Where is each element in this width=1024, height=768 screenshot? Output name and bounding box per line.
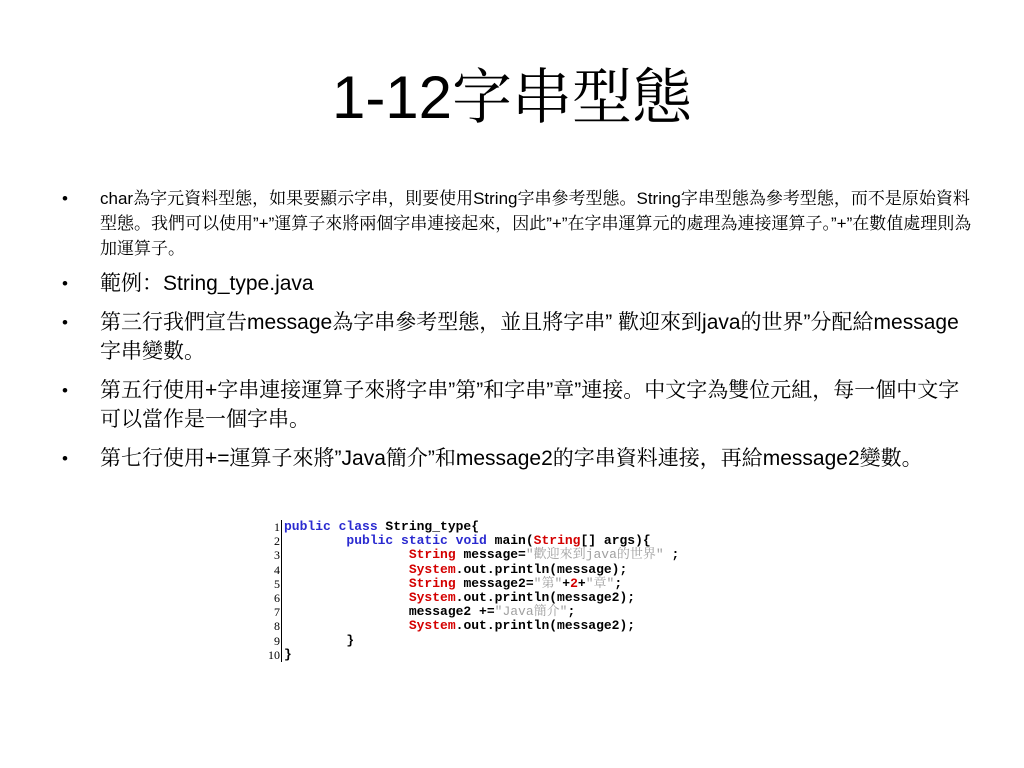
code-token (284, 619, 409, 633)
code-token: message2 += (408, 604, 495, 620)
code-line (262, 548, 722, 562)
bullet-text: 第三行我們宣告message為字串參考型態，並且將字串” 歡迎來到java的世界”分配給message字串變數。 (100, 311, 959, 363)
code-line (262, 648, 722, 662)
slide-title: 1-12字串型態 (331, 64, 693, 131)
bullet-list (62, 186, 972, 483)
line-number: 3 (262, 548, 282, 562)
code-token: "章" (585, 575, 615, 591)
code-line (262, 520, 722, 534)
line-number: 1 (262, 520, 282, 534)
code-token (284, 563, 409, 577)
code-token: message= (455, 547, 526, 563)
code-token: 2 (570, 575, 578, 591)
line-number: 5 (262, 577, 282, 591)
code-token: } (284, 646, 292, 662)
bullet-text: 第五行使用+字串連接運算子來將字串”第”和字串”章”連接。中文字為雙位元組，每一個中文字可以當作是一個字串。 (100, 379, 960, 431)
bullet-item (62, 444, 972, 473)
code-token: .out.println(message2); (455, 589, 636, 605)
bullet-item (62, 376, 972, 434)
code-token: main( (494, 533, 534, 549)
code-token: String_type{ (385, 519, 480, 534)
code-line (262, 619, 722, 633)
code-token (284, 605, 409, 619)
code-token: ; (567, 604, 576, 620)
code-line (262, 577, 722, 591)
bullet-marker: • (62, 449, 68, 468)
code-block (262, 520, 722, 662)
code-line (262, 605, 722, 619)
code-token: ; (614, 575, 623, 591)
code-token: String (533, 533, 581, 549)
code-token: System (408, 618, 456, 634)
line-number: 10 (262, 648, 282, 662)
line-number: 7 (262, 605, 282, 619)
line-number: 6 (262, 591, 282, 605)
code-token: "第" (533, 575, 563, 591)
line-number: 9 (262, 634, 282, 648)
bullet-marker: • (62, 274, 68, 293)
code-token: public class (284, 519, 386, 534)
code-token (284, 534, 346, 548)
code-token: .out.println(message2); (455, 618, 636, 634)
bullet-text: 第七行使用+=運算子來將”Java簡介”和message2的字串資料連接，再給message2變數。 (100, 447, 923, 470)
bullet-item (62, 186, 972, 261)
code-line (262, 591, 722, 605)
code-line (262, 563, 722, 577)
bullet-marker: • (62, 313, 68, 332)
bullet-marker: • (62, 189, 68, 208)
code-token: System (408, 561, 456, 577)
code-token: System (408, 589, 456, 605)
code-token: message2= (455, 575, 534, 591)
line-number: 4 (262, 563, 282, 577)
code-token: + (562, 575, 571, 591)
code-token: ; (663, 547, 680, 563)
code-token: "歡迎來到java的世界" (525, 547, 664, 563)
bullet-item (62, 308, 972, 366)
code-token (284, 591, 409, 605)
code-token: "Java簡介" (494, 604, 568, 620)
code-token (284, 577, 409, 591)
line-number: 8 (262, 619, 282, 633)
code-token: String (408, 575, 456, 591)
line-number: 2 (262, 534, 282, 548)
code-line (262, 634, 722, 648)
code-token: String (408, 547, 456, 563)
bullet-text: char為字元資料型態，如果要顯示字串，則要使用String字串參考型態。String字串型態為參考型態，而不是原始資料型態。我們可以使用”+”運算子來將兩個字串連接起來，因此”+”在字串運算元的處理為連接運算子。”+”在數值處理則為加運算子。 (100, 189, 972, 258)
code-token: } (284, 632, 355, 648)
bullet-item (62, 269, 972, 298)
code-token: .out.println(message); (455, 561, 628, 577)
bullet-text: 範例：String_type.java (100, 272, 314, 295)
code-token: [] args){ (580, 533, 651, 549)
code-token: public static void (346, 533, 495, 549)
code-token: + (577, 575, 586, 591)
code-token (284, 548, 409, 562)
bullet-marker: • (62, 381, 68, 400)
